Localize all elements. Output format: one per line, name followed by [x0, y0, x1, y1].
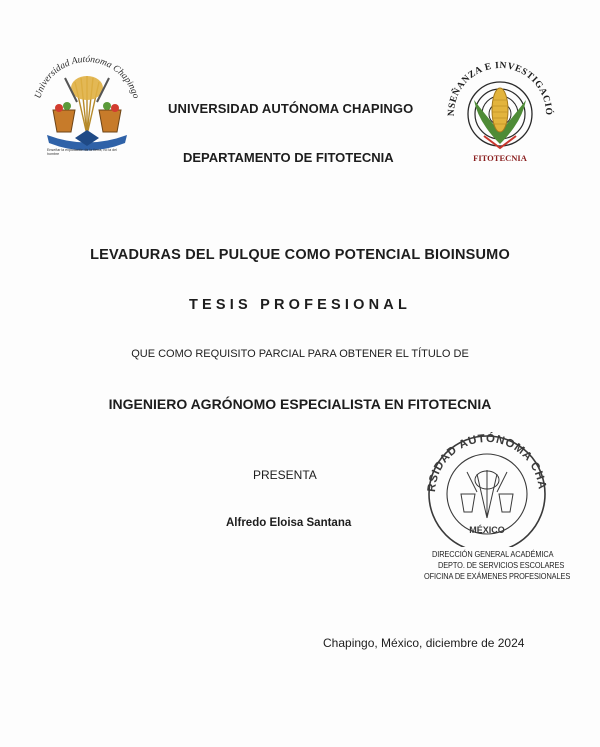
requirement-statement: QUE COMO REQUISITO PARCIAL PARA OBTENER EL TÍTULO DE — [131, 348, 469, 360]
stamp-country: MÉXICO — [469, 525, 505, 535]
stamp-line-2: DEPTO. DE SERVICIOS ESCOLARES — [438, 560, 565, 570]
stamp-line-1: DIRECCIÓN GENERAL ACADÉMICA — [432, 549, 554, 559]
department-logo-arc-text: NSEÑANZA E INVESTIGACIÓ — [446, 60, 554, 117]
official-stamp — [413, 432, 563, 547]
department-logo-bottom-text: FITOTECNIA — [473, 153, 527, 163]
presents-label: PRESENTA — [253, 468, 317, 482]
university-name: UNIVERSIDAD AUTÓNOMA CHAPINGO — [168, 101, 414, 116]
stamp-line-3: OFICINA DE EXÁMENES PROFESIONALES — [424, 571, 571, 581]
stamp-seal-icon — [413, 432, 563, 547]
department-name: DEPARTAMENTO DE FITOTECNIA — [183, 150, 394, 165]
document-type: TESIS PROFESIONAL — [188, 297, 412, 313]
thesis-title: LEVADURAS DEL PULQUE COMO POTENCIAL BIOINSUMO — [90, 247, 510, 263]
university-logo — [25, 40, 150, 165]
svg-text:UNIVERSIDAD AUTÓNOMA CHAPINGO — [413, 432, 548, 493]
stamp-arc-text: RSIDAD AUTÓNOMA CHA — [425, 432, 548, 493]
author-name: Alfredo Eloisa Santana — [226, 517, 352, 529]
department-logo — [440, 52, 560, 172]
university-logo-motto: Enseñar la explotación de la tierra, no la del hombre — [47, 148, 117, 156]
university-crest-icon — [25, 40, 150, 165]
university-logo-arc-text: Universidad Autónoma Chapingo — [33, 54, 141, 100]
degree-title: INGENIERO AGRÓNOMO ESPECIALISTA EN FITOTECNIA — [108, 396, 492, 412]
place-and-date: Chapingo, México, diciembre de 2024 — [323, 636, 525, 650]
